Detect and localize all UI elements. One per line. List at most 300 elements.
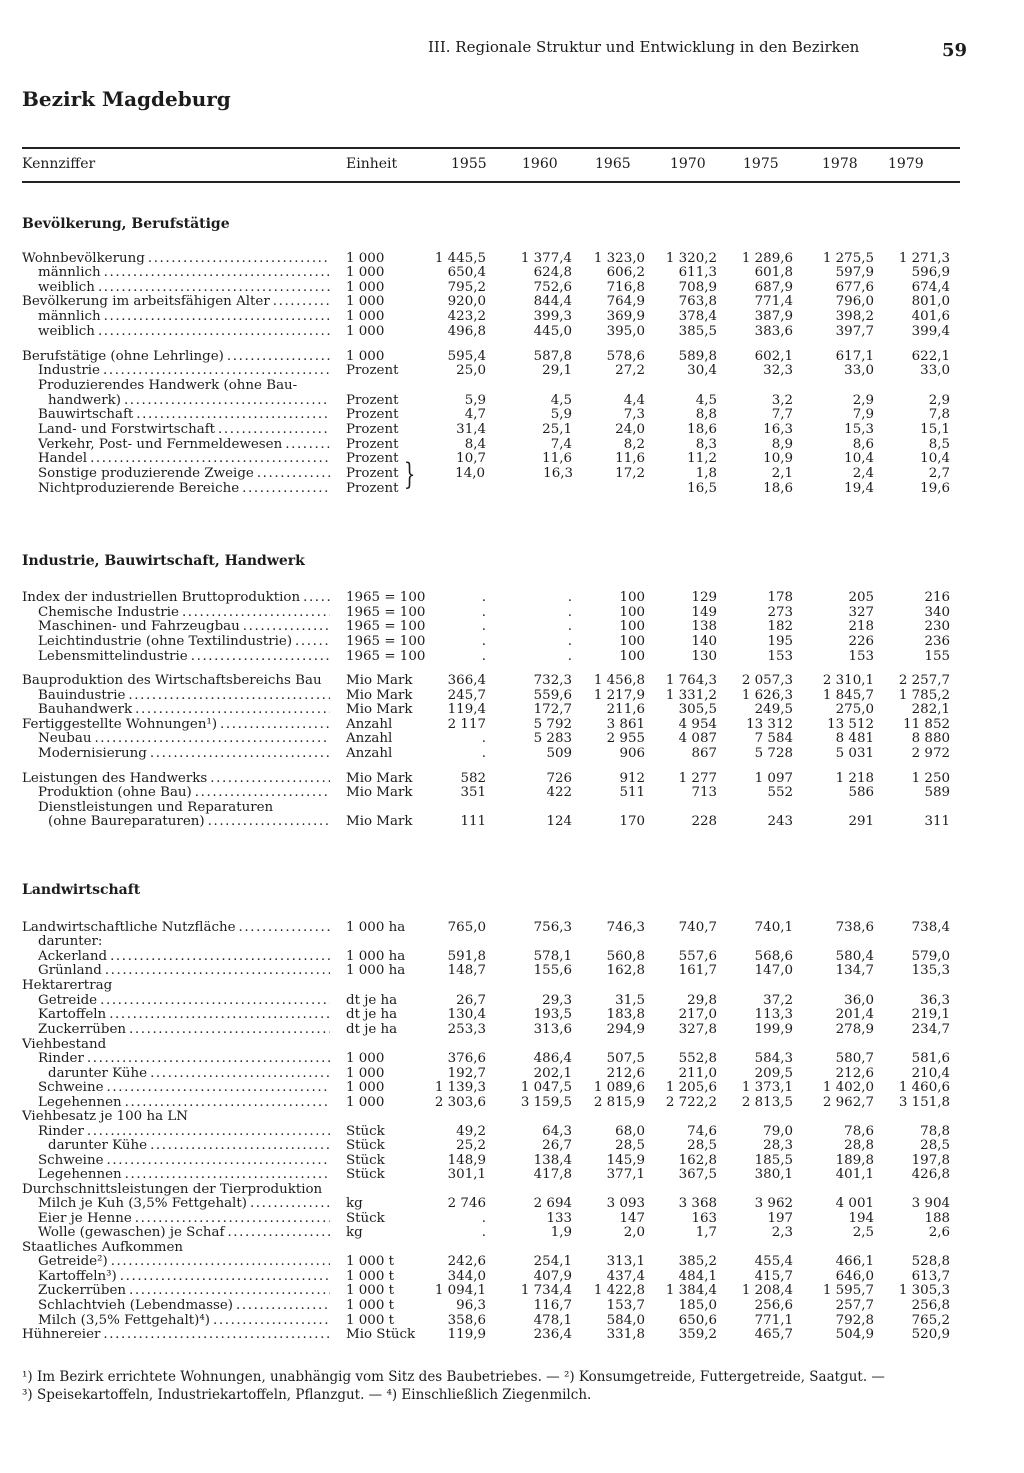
table-cell: 2,0 (623, 1225, 645, 1240)
table-cell: 1 250 (911, 771, 950, 786)
table-cell: 3 151,8 (898, 1095, 950, 1110)
row-unit: Prozent (346, 481, 399, 496)
table-cell: . (481, 605, 486, 620)
row-unit: 1 000 (346, 280, 385, 295)
table-row (0, 1022, 1024, 1037)
table-cell: 367,5 (678, 1167, 717, 1182)
table-cell: 763,8 (678, 294, 717, 309)
table-cell: 369,9 (606, 309, 645, 324)
row-label: Bauhandwerk ..... (38, 702, 330, 717)
table-cell: . (481, 634, 486, 649)
table-row (0, 934, 1024, 949)
table-cell: 732,3 (533, 673, 572, 688)
table-cell: 2 303,6 (434, 1095, 486, 1110)
table-cell: 752,6 (533, 280, 572, 295)
table-cell: 792,8 (835, 1313, 874, 1328)
row-unit: 1 000 (346, 294, 385, 309)
row-unit: Mio Mark (346, 814, 413, 829)
table-cell: 559,6 (533, 688, 572, 703)
table-cell: 580,7 (835, 1051, 874, 1066)
table-cell: 212,6 (606, 1066, 645, 1081)
table-cell: 78,8 (920, 1124, 950, 1139)
table-cell: 650,6 (678, 1313, 717, 1328)
table-cell: 26,7 (542, 1138, 572, 1153)
table-cell: 395,0 (606, 324, 645, 339)
table-cell: 68,0 (615, 1124, 645, 1139)
table-cell: 584,3 (754, 1051, 793, 1066)
row-label: Wohnbevölkerung ..... (22, 251, 330, 266)
table-cell: 5,9 (464, 393, 486, 408)
leader-dots (129, 1283, 330, 1298)
table-cell: 1 402,0 (822, 1080, 874, 1095)
table-row (0, 1124, 1024, 1139)
table-cell: 100 (619, 605, 645, 620)
table-cell: 10,7 (456, 451, 486, 466)
leader-dots (111, 1254, 330, 1269)
table-cell: 1 764,3 (665, 673, 717, 688)
table-row (0, 393, 1024, 408)
row-label: Verkehr, Post- und Fernmeldewesen ..... (38, 437, 330, 452)
table-cell: 205 (848, 590, 874, 605)
leader-dots (136, 407, 330, 422)
leader-dots (303, 590, 330, 605)
table-cell: 2 746 (447, 1196, 486, 1211)
table-row (0, 422, 1024, 437)
table-cell: 7,8 (928, 407, 950, 422)
row-label: Eier je Henne ..... (38, 1211, 330, 1226)
table-cell: 708,9 (678, 280, 717, 295)
table-cell: 155,6 (533, 963, 572, 978)
table-row (0, 1066, 1024, 1081)
table-cell: 674,4 (911, 280, 950, 295)
row-label: Maschinen- und Fahrzeugbau ..... (38, 619, 330, 634)
table-cell: 351 (460, 785, 486, 800)
table-cell: 100 (619, 619, 645, 634)
table-cell: 2,7 (928, 466, 950, 481)
table-cell: 579,0 (911, 949, 950, 964)
table-cell: 2 117 (447, 717, 486, 732)
table-cell: 29,1 (542, 363, 572, 378)
leader-dots (213, 1313, 330, 1328)
row-unit: dt je ha (346, 1022, 398, 1037)
table-cell: 193,5 (533, 1007, 572, 1022)
table-row (0, 1298, 1024, 1313)
table-cell: 161,7 (678, 963, 717, 978)
leader-dots (94, 731, 330, 746)
table-cell: 713 (691, 785, 717, 800)
row-label: Produzierendes Handwerk (ohne Bau- (38, 378, 298, 393)
row-label: Dienstleistungen und Reparaturen (38, 800, 274, 815)
table-cell: 380,1 (754, 1167, 793, 1182)
table-cell: 844,4 (533, 294, 572, 309)
row-label: Zuckerrüben ..... (38, 1022, 330, 1037)
table-cell: 596,9 (911, 265, 950, 280)
table-cell: 557,6 (678, 949, 717, 964)
table-cell: 218 (848, 619, 874, 634)
table-cell: 2,3 (771, 1225, 793, 1240)
table-cell: 552 (767, 785, 793, 800)
row-label: darunter Kühe ..... (48, 1066, 330, 1081)
row-label: Kartoffeln ..... (38, 1007, 330, 1022)
table-cell: 11,6 (615, 451, 645, 466)
table-cell: 249,5 (754, 702, 793, 717)
table-cell: 580,4 (835, 949, 874, 964)
leader-dots (135, 1211, 330, 1226)
leader-dots (273, 294, 330, 309)
table-row (0, 481, 1024, 496)
row-unit: 1 000 (346, 265, 385, 280)
table-cell: 1 275,5 (822, 251, 874, 266)
table-cell: 234,7 (911, 1022, 950, 1037)
table-cell: 8,9 (771, 437, 793, 452)
table-cell: 591,8 (447, 949, 486, 964)
leader-dots (150, 1138, 330, 1153)
table-cell: 1 373,1 (741, 1080, 793, 1095)
row-label: Legehennen ..... (38, 1095, 330, 1110)
table-row (0, 451, 1024, 466)
table-cell: 385,5 (678, 324, 717, 339)
leader-dots (98, 324, 330, 339)
row-label: Schlachtvieh (Lebendmasse) ..... (38, 1298, 330, 1313)
table-row (0, 688, 1024, 703)
row-unit: 1 000 (346, 324, 385, 339)
table-cell: 209,5 (754, 1066, 793, 1081)
table-cell: 1 208,4 (741, 1283, 793, 1298)
table-cell: 1 845,7 (822, 688, 874, 703)
table-cell: 100 (619, 634, 645, 649)
table-cell: 1 626,3 (741, 688, 793, 703)
table-cell: 7,3 (623, 407, 645, 422)
row-unit: 1965 = 100 (346, 619, 426, 634)
leader-dots (182, 605, 330, 620)
leader-dots (103, 1327, 330, 1342)
table-cell: 4 001 (835, 1196, 874, 1211)
table-cell: 2,1 (771, 466, 793, 481)
row-label: Viehbesatz je 100 ha LN (22, 1109, 188, 1124)
table-row (0, 437, 1024, 452)
table-cell: 1 289,6 (741, 251, 793, 266)
table-row (0, 771, 1024, 786)
table-cell: 687,9 (754, 280, 793, 295)
leader-dots (236, 1298, 330, 1313)
table-cell: 28,5 (615, 1138, 645, 1153)
column-header-1970: 1970 (670, 156, 706, 172)
table-cell: 2 972 (911, 746, 950, 761)
row-label: männlich ..... (38, 309, 330, 324)
table-row (0, 1327, 1024, 1342)
table-row (0, 349, 1024, 364)
table-row (0, 1313, 1024, 1328)
table-cell: 1 305,3 (898, 1283, 950, 1298)
table-cell: 64,3 (542, 1124, 572, 1139)
table-cell: 528,8 (911, 1254, 950, 1269)
table-cell: 407,9 (533, 1269, 572, 1284)
table-cell: 305,5 (678, 702, 717, 717)
column-header-1955: 1955 (451, 156, 487, 172)
leader-dots (87, 1124, 330, 1139)
table-cell: 7 584 (754, 731, 793, 746)
table-cell: 466,1 (835, 1254, 874, 1269)
table-cell: 148,9 (447, 1153, 486, 1168)
table-cell: 401,6 (911, 309, 950, 324)
table-cell: 366,4 (447, 673, 486, 688)
row-unit: kg (346, 1196, 363, 1211)
table-cell: 4,5 (550, 393, 572, 408)
table-row (0, 1153, 1024, 1168)
table-cell: 3 368 (678, 1196, 717, 1211)
table-cell: 201,4 (835, 1007, 874, 1022)
table-cell: 49,2 (456, 1124, 486, 1139)
table-cell: 8,3 (695, 437, 717, 452)
row-label: Handel ..... (38, 451, 330, 466)
table-top-rule (22, 147, 960, 149)
row-label: Schweine ..... (38, 1080, 330, 1095)
table-cell: 7,4 (550, 437, 572, 452)
row-unit: kg (346, 1225, 363, 1240)
table-row (0, 1080, 1024, 1095)
row-label: Lebensmittelindustrie ..... (38, 649, 330, 664)
footnote-line: ¹) Im Bezirk errichtete Wohnungen, unabhängig vom Sitz des Baubetriebes. — ²) Konsumgetreide, Futtergetreide, Saatgut. — (22, 1369, 885, 1385)
row-unit: 1 000 (346, 309, 385, 324)
leader-dots (150, 746, 330, 761)
row-label: Wolle (gewaschen) je Schaf ..... (38, 1225, 330, 1240)
table-cell: 27,2 (615, 363, 645, 378)
table-cell: 130 (691, 649, 717, 664)
table-cell: 5,9 (550, 407, 572, 422)
table-cell: 313,6 (533, 1022, 572, 1037)
table-cell: 147,0 (754, 963, 793, 978)
row-label: weiblich ..... (38, 324, 330, 339)
row-unit: 1 000 (346, 1080, 385, 1095)
leader-dots (220, 717, 330, 732)
column-header-kennziffer: Kennziffer (22, 156, 96, 172)
table-row (0, 1095, 1024, 1110)
table-cell: 211,0 (678, 1066, 717, 1081)
section-title-landwirtschaft: Landwirtschaft (22, 882, 141, 898)
table-cell: 340 (924, 605, 950, 620)
row-label: Landwirtschaftliche Nutzfläche ..... (22, 920, 330, 935)
row-label: Chemische Industrie ..... (38, 605, 330, 620)
table-cell: 589 (924, 785, 950, 800)
table-cell: 19,6 (920, 481, 950, 496)
table-cell: 771,1 (754, 1313, 793, 1328)
table-cell: 327 (848, 605, 874, 620)
table-cell: 162,8 (606, 963, 645, 978)
table-cell: 912 (619, 771, 645, 786)
table-cell: 586 (848, 785, 874, 800)
table-row (0, 265, 1024, 280)
table-cell: 496,8 (447, 324, 486, 339)
table-cell: . (567, 590, 572, 605)
table-cell: 74,6 (687, 1124, 717, 1139)
leader-dots (227, 349, 330, 364)
table-cell: 1 320,2 (665, 251, 717, 266)
row-unit: Stück (346, 1211, 385, 1226)
table-row (0, 1225, 1024, 1240)
table-cell: 192,7 (447, 1066, 486, 1081)
table-row (0, 1254, 1024, 1269)
table-cell: . (481, 731, 486, 746)
row-label: Nichtproduzierende Bereiche ..... (38, 481, 330, 496)
row-label: Index der industriellen Bruttoproduktion ..... (22, 590, 330, 605)
table-cell: 1 089,6 (593, 1080, 645, 1095)
table-cell: 15,3 (844, 422, 874, 437)
page-number: 59 (942, 40, 968, 61)
table-cell: 397,7 (835, 324, 874, 339)
table-cell: 202,1 (533, 1066, 572, 1081)
table-cell: 378,4 (678, 309, 717, 324)
table-cell: 2 694 (533, 1196, 572, 1211)
table-cell: 422 (546, 785, 572, 800)
table-cell: 2,9 (928, 393, 950, 408)
row-unit: Mio Mark (346, 688, 413, 703)
row-unit: Anzahl (346, 717, 393, 732)
row-unit: 1965 = 100 (346, 605, 426, 620)
table-cell: 8 880 (911, 731, 950, 746)
table-cell: 377,1 (606, 1167, 645, 1182)
table-cell: 153 (848, 649, 874, 664)
leader-dots (128, 688, 330, 703)
table-cell: 387,9 (754, 309, 793, 324)
table-cell: 11,6 (542, 451, 572, 466)
table-cell: 1 377,4 (520, 251, 572, 266)
table-cell: 28,5 (687, 1138, 717, 1153)
table-cell: 765,0 (447, 920, 486, 935)
table-cell: 2,4 (852, 466, 874, 481)
row-unit: Anzahl (346, 731, 393, 746)
page-title: Bezirk Magdeburg (22, 87, 231, 111)
table-cell: 275,0 (835, 702, 874, 717)
table-cell: 33,0 (844, 363, 874, 378)
table-cell: 36,3 (920, 993, 950, 1008)
row-label: Viehbestand (22, 1037, 107, 1052)
table-cell: 646,0 (835, 1269, 874, 1284)
table-cell: 4,7 (464, 407, 486, 422)
table-cell: 228 (691, 814, 717, 829)
table-cell: . (481, 649, 486, 664)
table-cell: 2 057,3 (741, 673, 793, 688)
table-cell: 11 852 (903, 717, 950, 732)
table-cell: 185,5 (754, 1153, 793, 1168)
table-cell: 31,4 (456, 422, 486, 437)
table-cell: 10,4 (920, 451, 950, 466)
table-cell: 133 (546, 1211, 572, 1226)
table-cell: 3 962 (754, 1196, 793, 1211)
table-cell: 2,5 (852, 1225, 874, 1240)
table-cell: 1,9 (550, 1225, 572, 1240)
row-unit: Prozent (346, 407, 399, 422)
table-cell: 1 139,3 (434, 1080, 486, 1095)
row-unit: 1 000 t (346, 1254, 394, 1269)
row-unit: 1 000 t (346, 1298, 394, 1313)
table-cell: 37,2 (763, 993, 793, 1008)
row-label: Bauproduktion des Wirtschaftsbereichs Bau (22, 673, 322, 688)
table-cell: 484,1 (678, 1269, 717, 1284)
table-cell: 8 481 (835, 731, 874, 746)
table-cell: 1 277 (678, 771, 717, 786)
row-unit: 1 000 (346, 1051, 385, 1066)
table-row (0, 978, 1024, 993)
table-cell: 4 087 (678, 731, 717, 746)
table-cell: 1 323,0 (593, 251, 645, 266)
table-cell: 129 (691, 590, 717, 605)
table-cell: 19,4 (844, 481, 874, 496)
column-header-einheit: Einheit (346, 156, 398, 172)
table-cell: 359,2 (678, 1327, 717, 1342)
row-unit: dt je ha (346, 993, 398, 1008)
table-cell: 726 (546, 771, 572, 786)
table-cell: 291 (848, 814, 874, 829)
table-cell: 135,3 (911, 963, 950, 978)
table-cell: 217,0 (678, 1007, 717, 1022)
table-cell: 383,6 (754, 324, 793, 339)
table-cell: 765,2 (911, 1313, 950, 1328)
table-cell: 29,8 (687, 993, 717, 1008)
table-cell: 595,4 (447, 349, 486, 364)
leader-dots (124, 393, 330, 408)
table-cell: 210,4 (911, 1066, 950, 1081)
table-cell: 385,2 (678, 1254, 717, 1269)
running-header: III. Regionale Struktur und Entwicklung in den Bezirken (428, 38, 860, 56)
table-row (0, 1196, 1024, 1211)
row-label: Produktion (ohne Bau) ..... (38, 785, 330, 800)
column-header-1960: 1960 (522, 156, 558, 172)
table-cell: 1 422,8 (593, 1283, 645, 1298)
table-cell: 25,0 (456, 363, 486, 378)
table-row (0, 920, 1024, 935)
row-unit: 1 000 t (346, 1269, 394, 1284)
table-cell: 587,8 (533, 349, 572, 364)
table-cell: 1,8 (695, 466, 717, 481)
table-cell: 116,7 (533, 1298, 572, 1313)
table-cell: 33,0 (920, 363, 950, 378)
row-label: Getreide²) ..... (38, 1254, 330, 1269)
table-cell: 211,6 (606, 702, 645, 717)
row-label: Schweine ..... (38, 1153, 330, 1168)
row-unit: Prozent (346, 451, 399, 466)
table-cell: 79,0 (763, 1124, 793, 1139)
table-cell: 301,1 (447, 1167, 486, 1182)
table-row (0, 634, 1024, 649)
table-head-rule (22, 181, 960, 183)
row-label: Neubau ..... (38, 731, 330, 746)
table-cell: 3 159,5 (520, 1095, 572, 1110)
table-cell: 738,4 (911, 920, 950, 935)
row-label: Legehennen ..... (38, 1167, 330, 1182)
table-cell: 149 (691, 605, 717, 620)
row-label: Fertiggestellte Wohnungen¹) ..... (22, 717, 330, 732)
table-cell: 1 047,5 (520, 1080, 572, 1095)
table-cell: 677,6 (835, 280, 874, 295)
table-cell: 245,7 (447, 688, 486, 703)
row-unit: 1 000 t (346, 1313, 394, 1328)
leader-dots (250, 1196, 330, 1211)
table-cell: 7,7 (771, 407, 793, 422)
row-unit: 1 000 (346, 349, 385, 364)
table-cell: 124 (546, 814, 572, 829)
row-label: Milch (3,5% Fettgehalt)⁴) ..... (38, 1313, 330, 1328)
leader-dots (218, 422, 330, 437)
table-cell: 2,6 (928, 1225, 950, 1240)
table-cell: 4,4 (623, 393, 645, 408)
table-cell: 119,4 (447, 702, 486, 717)
table-cell: 24,0 (615, 422, 645, 437)
table-cell: 1 460,6 (898, 1080, 950, 1095)
row-label: Kartoffeln³) ..... (38, 1269, 330, 1284)
row-unit: 1 000 ha (346, 949, 406, 964)
leader-dots (242, 481, 330, 496)
section-title-industrie: Industrie, Bauwirtschaft, Handwerk (22, 553, 305, 569)
